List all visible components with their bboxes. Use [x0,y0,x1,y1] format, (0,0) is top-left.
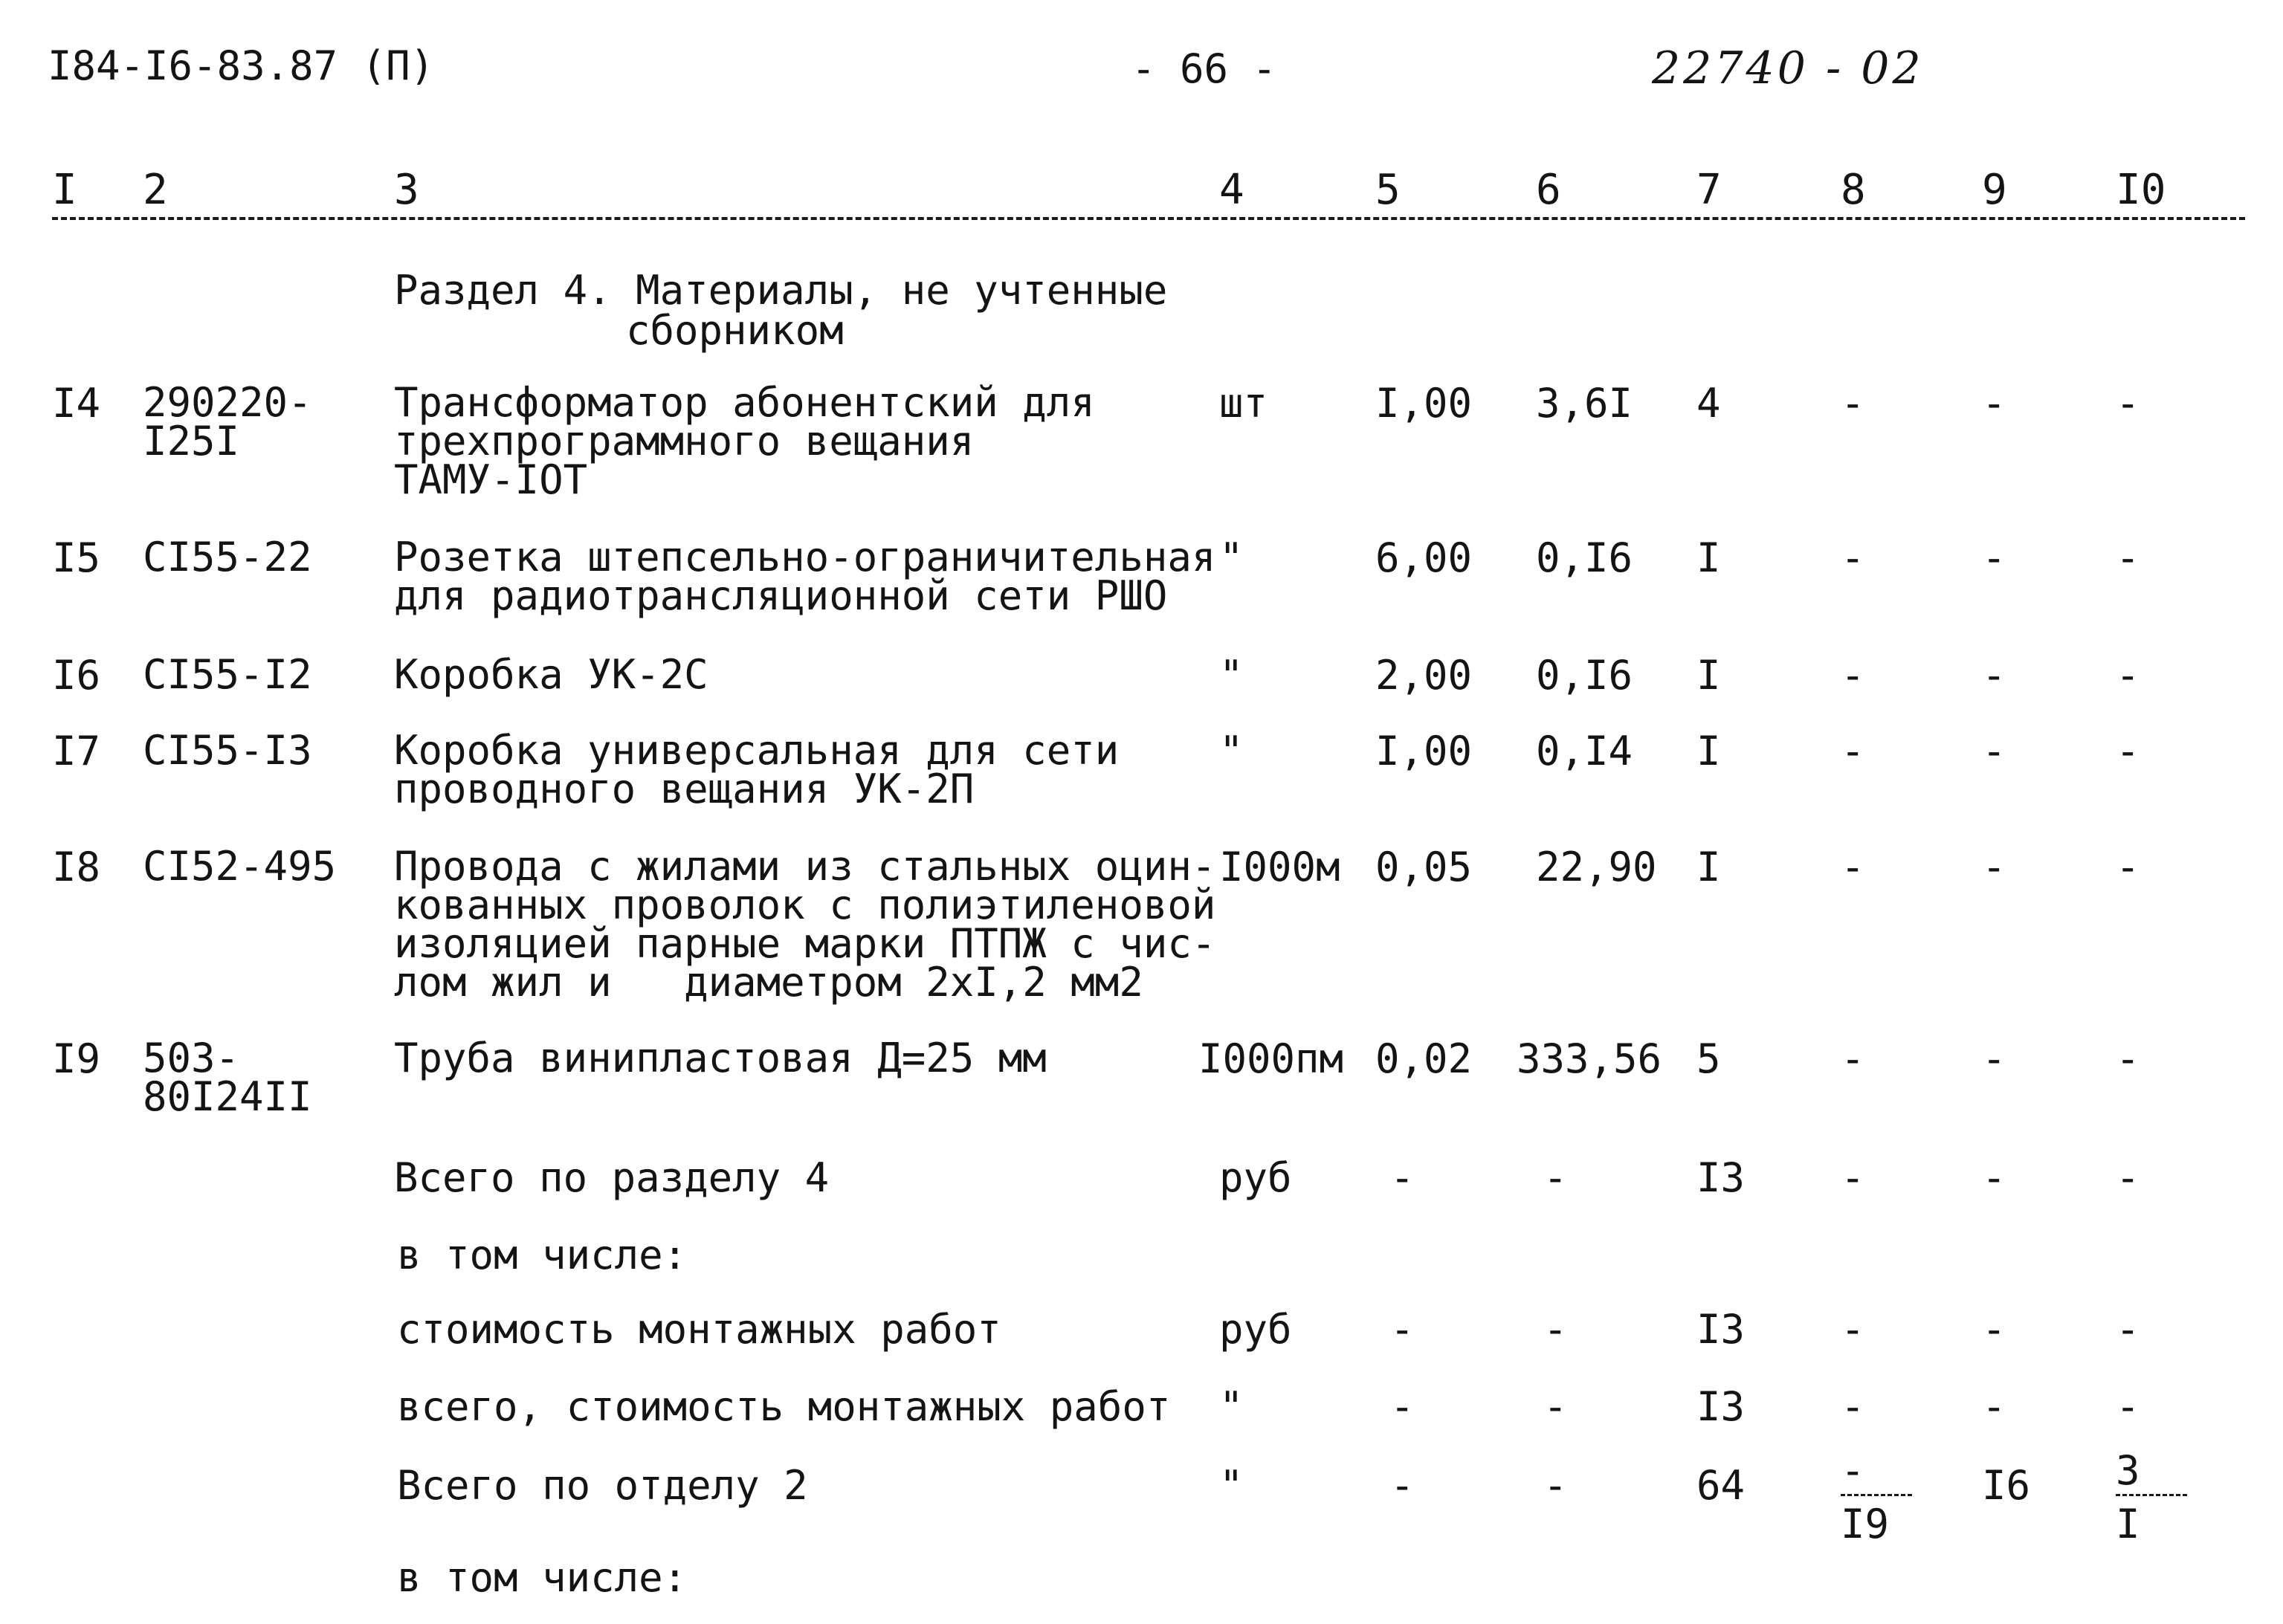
total: I3 [1696,1306,1746,1353]
item-code: СI55-I2 [143,651,312,698]
total-label: Всего по отделу 2 [397,1462,808,1509]
quantity: 2,00 [1375,652,1473,699]
unit: шт [1219,380,1268,427]
including-label: в том числе: [397,1554,688,1601]
header-rule [52,217,2245,220]
col-8-bottom-value: I9 [1841,1501,1890,1547]
item-code: 290220- I25I [143,379,312,465]
col-10-value: - [2116,652,2140,699]
page-number: - 66 - [1131,45,1277,92]
handwritten-number: 22740 - 02 [1652,42,1924,94]
price: 0,I4 [1536,728,1633,774]
col-8-value: - [1841,1154,1865,1201]
total: I [1696,728,1721,774]
quantity: 6,00 [1375,534,1473,581]
row-number: I9 [52,1035,101,1082]
total: I3 [1696,1383,1746,1430]
col-10-bottom-value: I [2116,1501,2140,1547]
total-label: Всего по разделу 4 [394,1154,830,1201]
col-10-value: - [2116,1383,2140,1430]
col-10-top-value: 3 [2116,1447,2140,1494]
col-8-value: - [1841,380,1865,427]
unit: " [1219,1462,1244,1509]
col-10-value: - [2116,1306,2140,1353]
col-10-value: - [2116,1035,2140,1082]
col-9-value: - [1982,1154,2006,1201]
quantity: 0,05 [1375,844,1473,890]
col-8-top-value: - [1841,1447,1865,1494]
fraction-line [2116,1494,2187,1496]
price: 22,90 [1536,844,1657,890]
total: I [1696,844,1721,890]
item-name: Труба винипластовая Д=25 мм [394,1035,1047,1081]
item-code: СI55-I3 [143,727,312,774]
price: - [1543,1306,1568,1353]
quantity: - [1390,1154,1415,1201]
quantity: - [1390,1383,1415,1430]
unit: руб [1219,1154,1292,1201]
column-number-5: 5 [1375,166,1401,214]
price: 333,56 [1517,1035,1662,1082]
unit: " [1219,652,1244,699]
quantity: - [1390,1306,1415,1353]
price: - [1543,1154,1568,1201]
column-number-7: 7 [1696,166,1722,214]
document-code: I84-I6-83.87 (П) [48,42,435,89]
item-name: Коробка универсальная для сети проводного вещания УК-2П [394,727,1120,812]
unit: I000м [1219,844,1340,890]
column-number-3: 3 [394,166,419,214]
col-10-value: - [2116,1154,2140,1201]
total: I [1696,652,1721,699]
price: - [1543,1383,1568,1430]
fraction-line [1841,1494,1912,1496]
column-number-4: 4 [1219,166,1244,214]
quantity: 0,02 [1375,1035,1473,1082]
col-8-value: - [1841,652,1865,699]
total-label: всего, стоимость монтажных работ [397,1383,1171,1430]
column-number-2: 2 [143,166,168,214]
col-9-value: - [1982,380,2006,427]
row-number: I7 [52,728,101,774]
unit: " [1219,1383,1244,1430]
total-label: стоимость монтажных работ [397,1306,1001,1353]
unit: руб [1219,1306,1292,1353]
item-code: 503- 80I24II [143,1035,312,1120]
quantity: - [1390,1462,1415,1509]
row-number: I8 [52,844,101,890]
total: 64 [1696,1462,1746,1509]
total: 5 [1696,1035,1721,1082]
column-number-8: 8 [1841,166,1866,214]
price: - [1543,1462,1568,1509]
col-9-value: - [1982,844,2006,890]
col-9-value: - [1982,534,2006,581]
col-9-value: I6 [1982,1462,2031,1509]
unit: " [1219,728,1244,774]
col-10-value: - [2116,534,2140,581]
item-name: Трансформатор абонентский для трехпрограммного вещания ТАМУ-IОТ [394,379,1095,503]
col-8-value: - [1841,1306,1865,1353]
row-number: I4 [52,380,101,427]
unit: " [1219,534,1244,581]
col-8-value: - [1841,728,1865,774]
col-8-value: - [1841,844,1865,890]
col-9-value: - [1982,1035,2006,1082]
col-8-value: - [1841,534,1865,581]
item-name: Провода с жилами из стальных оцин- кованных проволок с полиэтиленовой изоляцией парные марки ПТПЖ с чис- лом жил и диаметром 2хI,2 мм2 [394,843,1216,1006]
total: 4 [1696,380,1721,427]
price: 0,I6 [1536,652,1633,699]
col-9-value: - [1982,728,2006,774]
col-8-value: - [1841,1035,1865,1082]
col-10-value: - [2116,728,2140,774]
column-number-6: 6 [1536,166,1561,214]
col-9-value: - [1982,652,2006,699]
col-10-value: - [2116,380,2140,427]
column-number-1: I [52,166,77,214]
section-title-line-2: сборником [626,307,844,354]
price: 3,6I [1536,380,1633,427]
col-9-value: - [1982,1306,2006,1353]
item-name: Розетка штепсельно-ограничительная для радиотрансляционной сети РШО [394,534,1216,619]
item-code: СI55-22 [143,534,312,580]
item-name: Коробка УК-2С [394,651,708,698]
row-number: I6 [52,652,101,699]
column-number-9: 9 [1982,166,2007,214]
unit: I000пм [1198,1035,1344,1082]
column-number-10: I0 [2116,166,2166,214]
including-label: в том числе: [397,1232,688,1278]
row-number: I5 [52,534,101,581]
total: I3 [1696,1154,1746,1201]
item-code: СI52-495 [143,843,337,890]
section-title-line-1: Раздел 4. Материалы, не учтенные [394,267,1168,314]
quantity: I,00 [1375,380,1473,427]
price: 0,I6 [1536,534,1633,581]
col-9-value: - [1982,1383,2006,1430]
total: I [1696,534,1721,581]
quantity: I,00 [1375,728,1473,774]
col-10-value: - [2116,844,2140,890]
col-8-value: - [1841,1383,1865,1430]
